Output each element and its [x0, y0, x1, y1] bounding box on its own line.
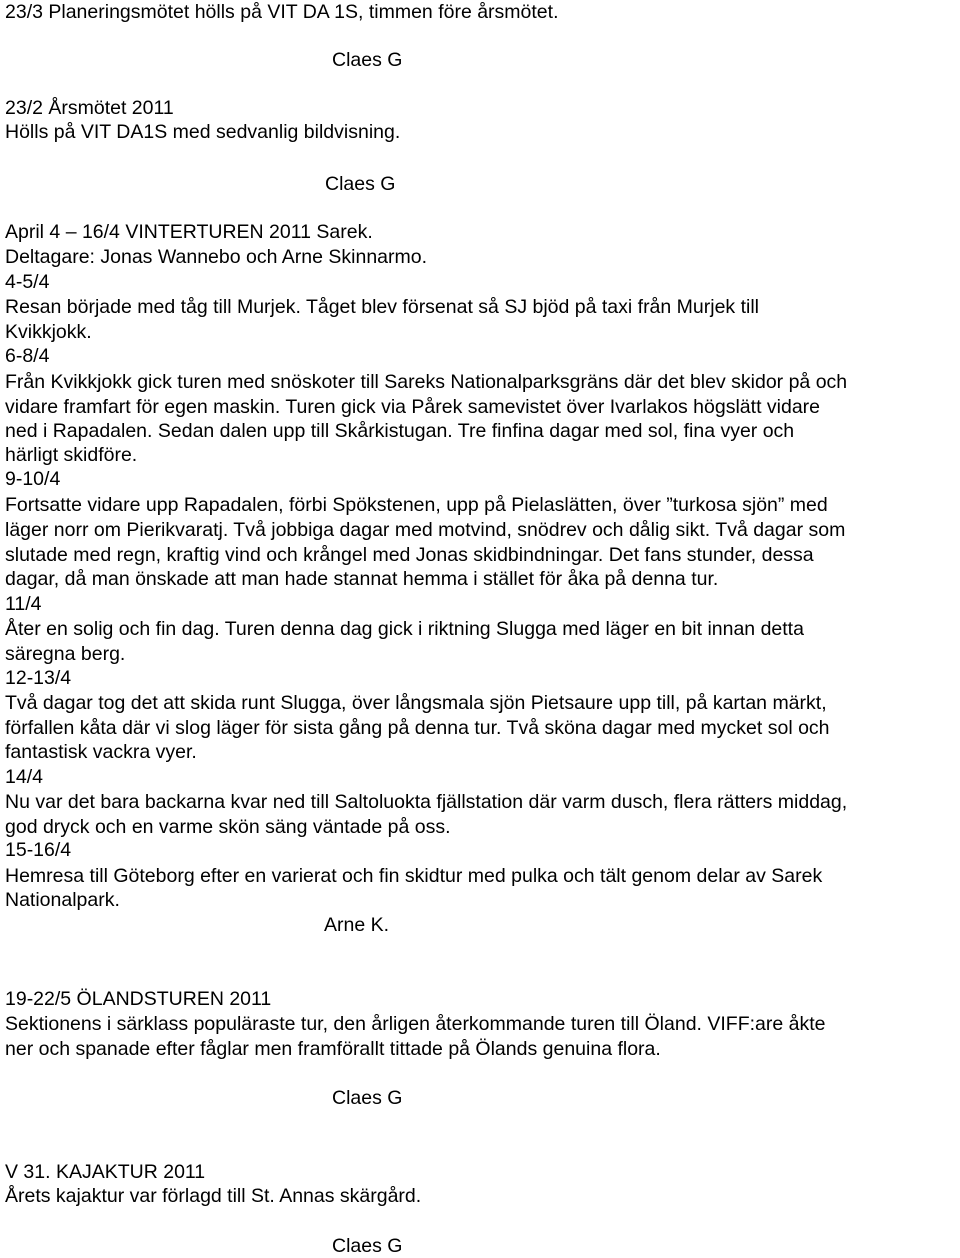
winter-tour-line: Nationalpark.: [5, 889, 120, 911]
winter-tour-line: fantastisk vackra vyer.: [5, 741, 197, 763]
winter-tour-line: ned i Rapadalen. Sedan dalen upp till Skårkistugan. Tre finfina dagar med sol, fina vyer och: [5, 420, 795, 442]
winter-tour-line: Två dagar tog det att skida runt Slugga, över långsmala sjön Pietsaure upp till, på kartan märkt,: [5, 692, 827, 714]
oland-tour-line: Sektionens i särklass populäraste tur, den årligen återkommande turen till Öland. VIFF:are åkte: [5, 1013, 826, 1035]
winter-tour-line: Åter en solig och fin dag. Turen denna dag gick i riktning Slugga med läger en bit innan detta: [5, 618, 804, 640]
winter-tour-line: 4-5/4: [5, 271, 50, 293]
winter-tour-heading: April 4 – 16/4 VINTERTUREN 2011 Sarek.: [5, 221, 373, 243]
winter-tour-line: Hemresa till Göteborg efter en varierat och fin skidtur med pulka och tält genom delar av Sarek: [5, 865, 823, 887]
winter-tour-line: 15-16/4: [5, 839, 72, 861]
winter-tour-line: dagar, då man önskade att man hade stannat hemma i stället för åka på denna tur.: [5, 568, 719, 590]
winter-tour-line: god dryck och en varme skön säng väntade på oss.: [5, 816, 451, 838]
winter-tour-line: 14/4: [5, 766, 43, 788]
winter-tour-line: 6-8/4: [5, 345, 50, 367]
winter-tour-line: läger norr om Pierikvaratj. Två jobbiga dagar med motvind, snödrev och dålig sikt. Två dagar som: [5, 519, 846, 541]
winter-tour-line: säregna berg.: [5, 643, 126, 665]
kayak-tour-signature: Claes G: [332, 1235, 403, 1257]
winter-tour-line: Nu var det bara backarna kvar ned till Saltoluokta fjällstation där varm dusch, flera rätters middag,: [5, 791, 848, 813]
oland-tour-signature: Claes G: [332, 1087, 403, 1109]
winter-tour-line: 12-13/4: [5, 667, 72, 689]
planning-meeting-signature: Claes G: [332, 49, 403, 71]
winter-tour-line: 11/4: [5, 593, 42, 615]
oland-tour-heading: 19-22/5 ÖLANDSTUREN 2011: [5, 988, 272, 1010]
planning-meeting-line: 23/3 Planeringsmötet hölls på VIT DA 1S, timmen före årsmötet.: [5, 1, 559, 23]
winter-tour-line: Från Kvikkjokk gick turen med snöskoter till Sareks Nationalparksgräns där det blev skidor på och: [5, 371, 848, 393]
winter-tour-line: Kvikkjokk.: [5, 321, 92, 343]
winter-tour-line: vidare framfart för egen maskin. Turen gick via Pårek samevistet över Ivarlakos högslätt vidare: [5, 396, 821, 418]
winter-tour-signature: Arne K.: [324, 914, 390, 936]
winter-tour-participants: Deltagare: Jonas Wannebo och Arne Skinnarmo.: [5, 246, 428, 268]
annual-meeting-line: Hölls på VIT DA1S med sedvanlig bildvisning.: [5, 121, 401, 143]
winter-tour-line: härligt skidföre.: [5, 444, 138, 466]
winter-tour-line: förfallen kåta där vi slog läger för sista gång på denna tur. Två sköna dagar med mycket sol och: [5, 717, 830, 739]
winter-tour-line: slutade med regn, kraftig vind och krångel med Jonas skidbindningar. Det fans stunder, dessa: [5, 544, 814, 566]
winter-tour-line: Fortsatte vidare upp Rapadalen, förbi Spökstenen, upp på Pielaslätten, över ”turkosa sjön” med: [5, 494, 828, 516]
winter-tour-line: Resan började med tåg till Murjek. Tåget blev försenat så SJ bjöd på taxi från Murjek till: [5, 296, 760, 318]
annual-meeting-signature: Claes G: [325, 173, 396, 195]
kayak-tour-heading: V 31. KAJAKTUR 2011: [5, 1161, 206, 1183]
kayak-tour-line: Årets kajaktur var förlagd till St. Annas skärgård.: [5, 1185, 422, 1207]
annual-meeting-heading: 23/2 Årsmötet 2011: [5, 97, 174, 119]
winter-tour-line: 9-10/4: [5, 468, 61, 490]
oland-tour-line: ner och spanade efter fåglar men framförallt tittade på Ölands genuina flora.: [5, 1038, 661, 1060]
